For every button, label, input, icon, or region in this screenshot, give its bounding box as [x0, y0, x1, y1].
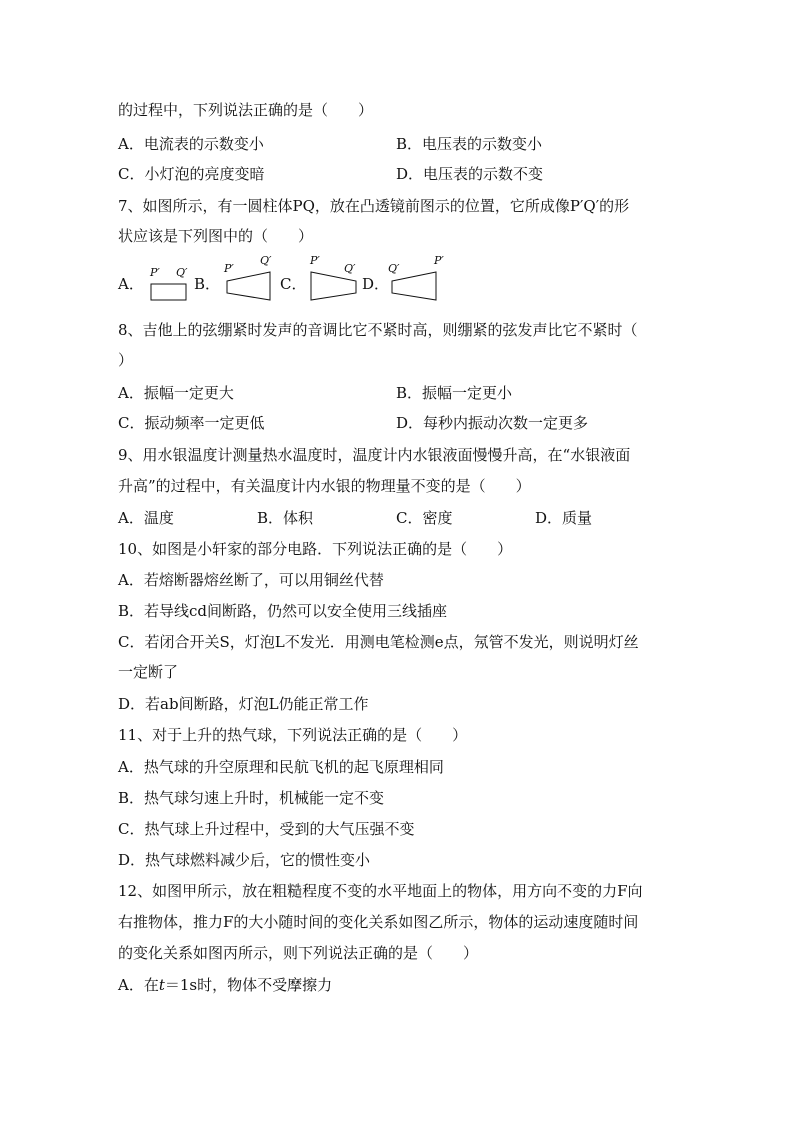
- q6-option-d: D．电压表的示数不变: [396, 165, 544, 183]
- q10-option-a: A．若熔断器熔丝断了，可以用铜丝代替: [118, 571, 384, 589]
- q10-option-d: D．若ab间断路，灯泡L仍能正常工作: [118, 695, 369, 713]
- q7-d-p-label: P′: [434, 256, 444, 267]
- q7-a-q-label: Q′: [176, 266, 188, 279]
- q8-option-d: D．每秒内振动次数一定更多: [396, 414, 589, 432]
- q7-a-shape: [151, 284, 186, 300]
- q8-option-c: C．振动频率一定更低: [118, 414, 265, 432]
- q9-stem-line2: 升高”的过程中，有关温度计内水银的物理量不变的是（ ）: [118, 477, 531, 495]
- q7-option-c-label: C．: [280, 275, 307, 293]
- q12-option-a-prefix: A．在: [118, 976, 159, 994]
- q7-figure-b: [222, 256, 282, 302]
- q7-figure-a: [146, 262, 196, 302]
- q7-c-shape: [311, 272, 356, 300]
- q12-option-a: [118, 975, 332, 995]
- q7-d-shape: [392, 272, 436, 300]
- q9-option-b: B．体积: [257, 509, 314, 527]
- q12-option-a-t: t: [158, 976, 165, 994]
- q7-option-d-label: D．: [362, 275, 390, 293]
- q9-stem-line1: 9、用水银温度计测量热水温度时，温度计内水银液面慢慢升高，在“水银液面: [118, 446, 631, 464]
- q7-b-p-label: P′: [224, 262, 234, 275]
- q10-stem: 10、如图是小轩家的部分电路．下列说法正确的是（ ）: [118, 540, 513, 558]
- q11-option-b: B．热气球匀速上升时，机械能一定不变: [118, 789, 385, 807]
- q7-d-q-label: Q′: [388, 262, 400, 275]
- q7-figure-options: [118, 256, 458, 302]
- q7-option-b-label: B．: [194, 275, 221, 293]
- q7-figure-c: [306, 256, 366, 302]
- q7-option-a-label: A．: [118, 275, 144, 293]
- q11-option-d: D．热气球燃料减少后，它的惯性变小: [118, 851, 371, 869]
- q7-stem-line2: 状应该是下列图中的（ ）: [118, 227, 314, 245]
- q7-stem-line1: 7、如图所示，有一圆柱体PQ，放在凸透镜前图示的位置，它所成像P′Q′的形: [118, 197, 630, 215]
- q7-b-q-label: Q′: [260, 256, 272, 267]
- q12-stem-line3: 的变化关系如图丙所示，则下列说法正确的是（ ）: [118, 944, 479, 962]
- q8-option-b: B．振幅一定更小: [396, 384, 513, 402]
- q8-stem-line1: 8、吉他上的弦绷紧时发声的音调比它不紧时高，则绷紧的弦发声比它不紧时（: [118, 321, 638, 339]
- q6-option-c: C．小灯泡的亮度变暗: [118, 165, 265, 183]
- q12-stem-line2: 右推物体，推力F的大小随时间的变化关系如图乙所示，物体的运动速度随时间: [118, 913, 639, 931]
- q7-c-p-label: P′: [310, 256, 320, 267]
- q7-a-p-label: P′: [150, 266, 160, 279]
- q11-stem: 11、对于上升的热气球，下列说法正确的是（ ）: [118, 726, 468, 744]
- q7-c-q-label: Q′: [344, 262, 356, 275]
- q9-option-a: A．温度: [118, 509, 174, 527]
- q6-option-b: B．电压表的示数变小: [396, 135, 543, 153]
- q10-option-c-line2: 一定断了: [118, 663, 179, 681]
- q12-option-a-rest: ＝1s时，物体不受摩擦力: [164, 976, 333, 994]
- q7-figure-d: [388, 256, 454, 302]
- q10-option-c-line1: C．若闭合开关S，灯泡L不发光．用测电笔检测e点，氖管不发光，则说明灯丝: [118, 633, 639, 651]
- q11-option-a: A．热气球的升空原理和民航飞机的起飞原理相同: [118, 758, 444, 776]
- q12-stem-line1: 12、如图甲所示，放在粗糙程度不变的水平地面上的物体，用方向不变的力F向: [118, 882, 643, 900]
- q7-b-shape: [227, 272, 270, 300]
- q10-option-b: B．若导线cd间断路，仍然可以安全使用三线插座: [118, 602, 448, 620]
- q11-option-c: C．热气球上升过程中，受到的大气压强不变: [118, 820, 415, 838]
- q9-option-d: D．质量: [535, 509, 593, 527]
- q8-option-a: A．振幅一定更大: [118, 384, 234, 402]
- q6-option-a: A．电流表的示数变小: [118, 135, 264, 153]
- q8-stem-line2: ）: [118, 351, 134, 369]
- q6-stem-tail: 的过程中，下列说法正确的是（ ）: [118, 101, 374, 119]
- q9-option-c: C．密度: [396, 509, 453, 527]
